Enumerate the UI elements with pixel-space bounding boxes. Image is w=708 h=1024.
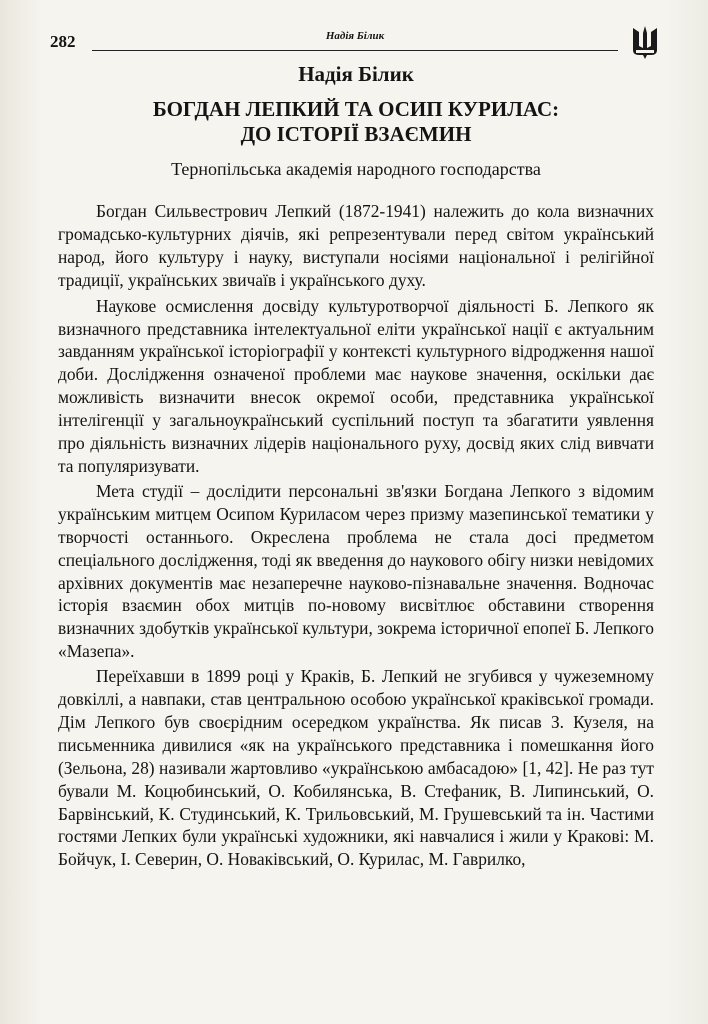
running-title: Надія Білик xyxy=(325,30,385,42)
title-line-1: БОГДАН ЛЕПКИЙ ТА ОСИП КУРИЛАС: xyxy=(152,97,560,121)
title-line-2: ДО ІСТОРІЇ ВЗАЄМИН xyxy=(240,122,472,146)
paragraph: Богдан Сильвестрович Лепкий (1872-1941) належить до кола визначних громадсько-культурних діячів, які репрезентували перед світом український народ, його культуру і науку, виступали носіями національної і релігійної традиції, українських звичаїв і українського духу. xyxy=(58,201,654,290)
paragraph: Переїхавши в 1899 році у Краків, Б. Лепкий не згубився у чужеземному довкіллі, а навпаки, став центральною особою української краківської громади. Дім Лепкого був своєрідним осередком українства. Як писав З. Кузеля, на письменника дивилися «як на українського представника і помешкання його (Зельона, 28) називали жартовливо «українською амбасадою» [1, 42]. Не раз тут бували М. Коцюбинський, О. Кобилянська, В. Стефаник, В. Липинський, О. Барвінський, К. Студинський, К. Трильовський, М. Грушевський та ін. Частими гостями Лепких були українські художники, які навчалися і жили у Кракові: М. Бойчук, І. Северин, О. Новаківський, О. Курилас, М. Гаврилко, xyxy=(58,666,654,870)
page-header xyxy=(50,24,660,58)
article-title xyxy=(58,97,654,147)
page-number: 282 xyxy=(50,32,76,51)
author-affiliation: Тернопільська академія народного господарства xyxy=(171,159,541,179)
header-rule xyxy=(92,50,618,51)
trident-icon xyxy=(630,24,660,60)
article-author: Надія Білик xyxy=(298,62,414,86)
paragraph: Мета студії – дослідити персональні зв'язки Богдана Лепкого з відомим українським митцем Осипом Куриласом через призму мазепинської тематики у творчості останнього. Окреслена проблема не стала досі предметом спеціального дослідження, тоді як введення до наукового обігу низки невідомих архівних документів має незаперечне науково-пізнавальне значення. Водночас історія взаємин обох митців по-новому висвітлює обставини створення визначних здобутків української культури, зокрема історичної епопеї Б. Лепкого «Мазепа». xyxy=(58,480,654,662)
paragraph: Наукове осмислення досвіду культуротворчої діяльності Б. Лепкого як визначного представника інтелектуальної еліти української нації є актуальним завданням української історіографії у контексті культурного відродження нашої доби. Дослідження означеної проблеми має наукове значення, оскільки дає можливість визначити внесок окремої особи, представника української інтелігенції у загальноукраїнський суспільний поступ та збагатити уявлення про діяльність визначних лідерів національного руху, досвід яких слід вивчати та популяризувати. xyxy=(58,295,654,476)
article-body xyxy=(58,62,654,873)
